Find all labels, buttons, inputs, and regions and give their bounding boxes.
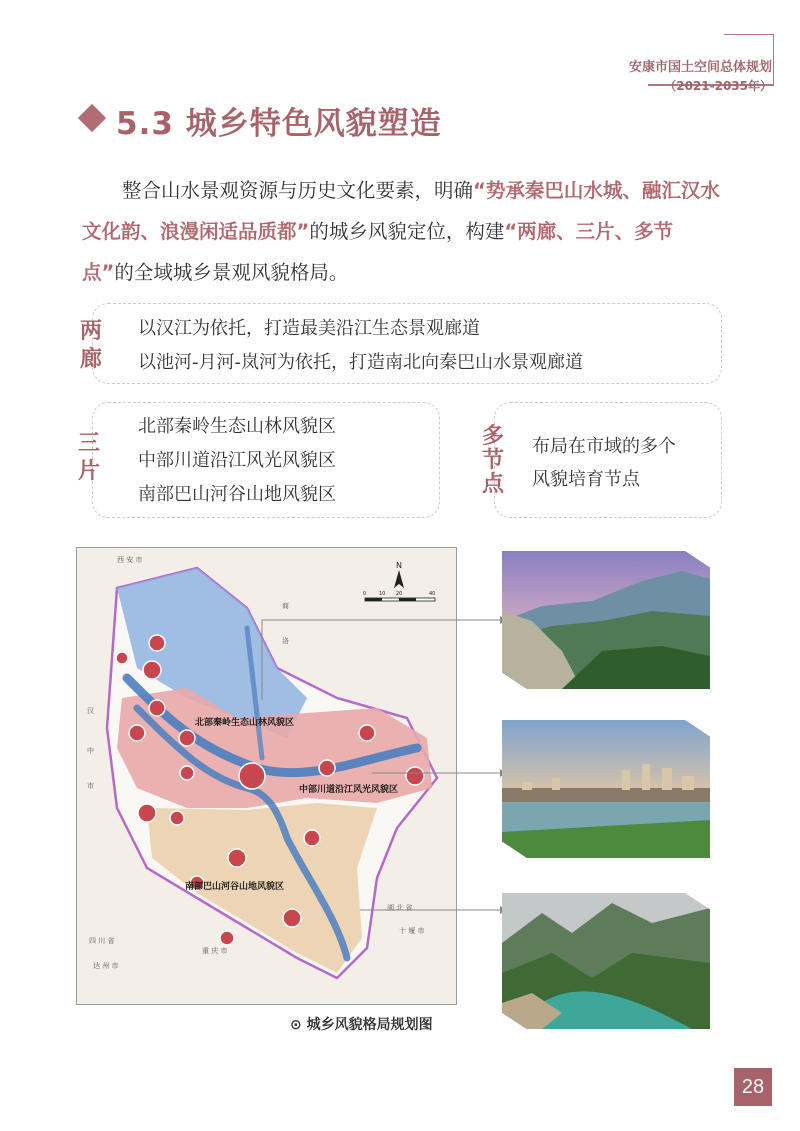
zone-item-3: 南部巴山河谷山地风貌区	[138, 484, 336, 505]
photo-qinling-mountains	[502, 551, 710, 689]
scale-tick-20: 20	[396, 591, 403, 597]
map-place-sichuan: 四 川 省	[89, 937, 115, 945]
map-place-shi: 市	[87, 782, 94, 790]
zones-label-text: 三片	[77, 431, 100, 484]
corridor-item-2: 以池河-月河-岚河为依托，打造南北向秦巴山水景观廊道	[138, 352, 583, 373]
map-zone-north-label: 北部秦岭生态山林风貌区	[195, 718, 295, 728]
zone-item-2: 中部川道沿江风光风貌区	[138, 450, 336, 471]
document-years: （2021-2035年）	[664, 79, 772, 93]
intro-text-1: 整合山水景观资源与历史文化要素，明确	[122, 179, 474, 202]
map-place-luo: 洛	[282, 637, 289, 645]
map-zone-middle-label: 中部川道沿江风光风貌区	[299, 785, 399, 795]
intro-text-3: 的全域城乡景观风貌格局。	[114, 261, 349, 284]
intro-highlight-pattern: “两廊、三片、多节点”	[82, 220, 674, 284]
photo-riverside-city	[502, 720, 710, 858]
scale-tick-0: 0	[363, 591, 367, 597]
document-title: 安康市国土空间总体规划	[628, 60, 772, 75]
map-place-xian: 西 安 市	[117, 556, 143, 564]
nodes-label-text: 多节点	[481, 424, 504, 497]
section-title: 5.3 城乡特色风貌塑造	[116, 106, 442, 142]
map-place-shang: 商	[282, 602, 289, 610]
map-place-shiyan: 十 堰 市	[399, 927, 425, 935]
map-place-han: 汉	[87, 707, 94, 715]
intro-text-2: 的城乡风貌定位，构建	[309, 220, 505, 243]
map-place-hubei: 湖 北 省	[387, 904, 413, 912]
map-caption: ⊙ 城乡风貌格局规划图	[290, 1017, 433, 1033]
map-place-dazhou: 达 州 市	[93, 962, 119, 970]
nodes-line-2: 风貌培育节点	[532, 469, 640, 490]
corridors-label-text: 两廊	[79, 319, 102, 372]
corridor-item-1: 以汉江为依托，打造最美沿江生态景观廊道	[138, 318, 480, 339]
scale-tick-10: 10	[379, 591, 386, 597]
photo-river-valley	[502, 893, 710, 1029]
page-number: 28	[734, 1068, 772, 1106]
map-north-label: N	[396, 561, 402, 570]
map-place-chongqing: 重 庆 市	[202, 947, 228, 955]
zone-item-1: 北部秦岭生态山林风貌区	[138, 416, 336, 437]
nodes-line-1: 布局在市域的多个	[532, 436, 676, 457]
scale-tick-40: 40	[429, 591, 436, 597]
map-zone-south-label: 南部巴山河谷山地风貌区	[185, 882, 285, 892]
intro-highlight-positioning: “势承秦巴山水城、融汇汉水文化韵、浪漫闲适品质都”	[82, 179, 720, 243]
map-place-zhong: 中	[87, 747, 94, 755]
